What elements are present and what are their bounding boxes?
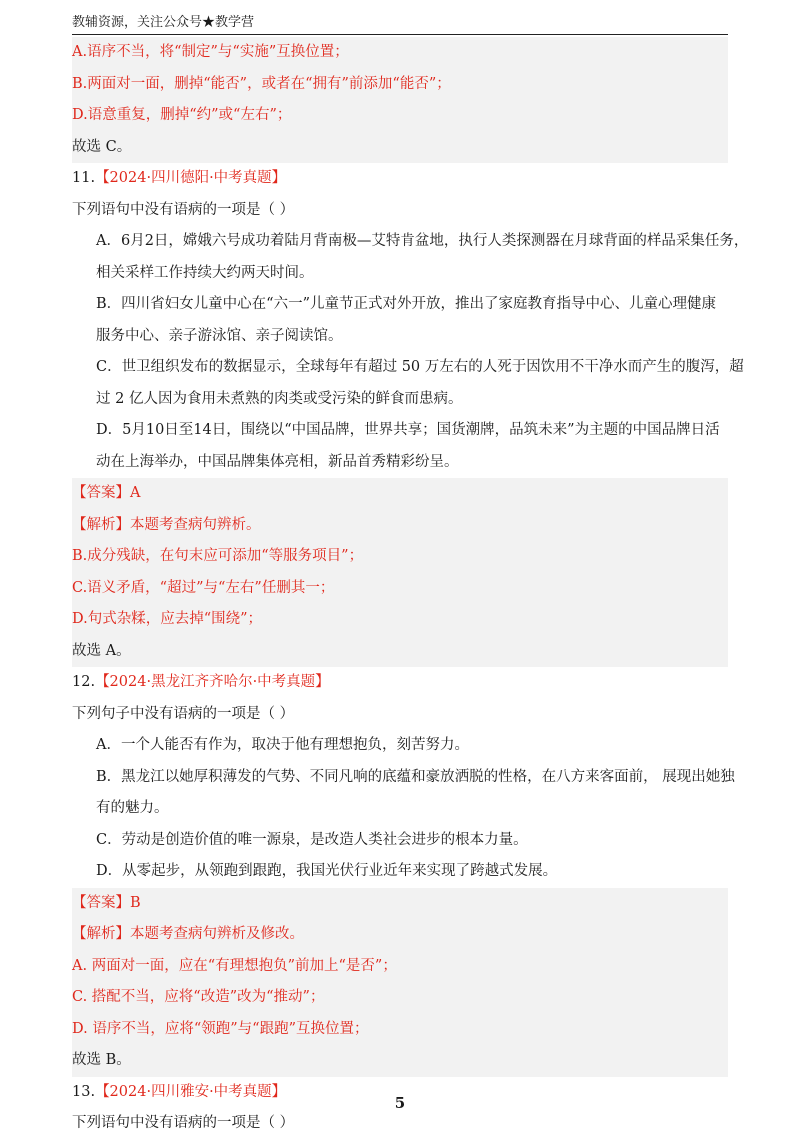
analysis-line: C.语义矛盾，“超过”与“左右”任删其一； (72, 579, 335, 596)
option-c: C．世卫组织发布的数据显示，全球每年有超过 50 万左右的人死于因饮用不干净水而产生的腹泻，超 (96, 359, 744, 375)
option-d: D．5月10日至14日，围绕以“中国品牌，世界共享；国货潮牌，品筑未来”为主题的中国品牌日活 (96, 422, 720, 438)
analysis-line: B.成分残缺，在句末应可添加“等服务项目”； (72, 548, 364, 564)
question-number: 12. (72, 674, 96, 690)
analysis-conclusion: 故选 A。 (72, 642, 131, 659)
page-content (72, 37, 749, 1140)
option-b-continued: 服务中心、亲子游泳馆、亲子阅读馆。 (96, 327, 343, 344)
question-number: 13. (72, 1083, 96, 1100)
answer-label: 【答案】A (72, 485, 141, 501)
question-12 (72, 667, 735, 888)
previous-answer-tail (72, 37, 728, 163)
question-11 (72, 163, 749, 478)
question-stem: 下列语句中没有语病的一项是（ ） (72, 1115, 295, 1131)
option-d-continued: 动在上海举办，中国品牌集体亮相，新品首秀精彩纷呈。 (96, 453, 459, 470)
analysis-line: D.句式杂糅，应去掉“围绕”； (72, 611, 263, 627)
question-source: 【2024·四川德阳·中考真题】 (95, 170, 287, 186)
answer-11 (72, 478, 728, 667)
analysis-conclusion: 故选 B。 (72, 1052, 131, 1068)
analysis-line: B.两面对一面，删掉“能否”，或者在“拥有”前添加“能否”； (72, 75, 451, 92)
option-c: C．劳动是创造价值的唯一源泉，是改造人类社会进步的根本力量。 (96, 831, 528, 848)
analysis-line: C. 搭配不当，应将“改造”改为“推动”； (72, 989, 325, 1005)
page-number: 5 (394, 1094, 406, 1112)
analysis-line: A. 两面对一面，应在“有理想抱负”前加上“是否”； (72, 957, 397, 974)
option-c-continued: 过 2 亿人因为食用未煮熟的肉类或受污染的鲜食而患病。 (96, 390, 463, 407)
question-title (72, 163, 728, 195)
option-b-continued: 有的魅力。 (96, 800, 169, 816)
question-stem: 下列句子中没有语病的一项是（ ） (72, 705, 295, 722)
analysis-line: A.语序不当，将“制定”与“实施”互换位置； (72, 44, 349, 60)
option-b: B．黑龙江以她厚积薄发的气势、不同凡响的底蕴和豪放洒脱的性格，在八方来客面前， 展现出她独 (96, 768, 735, 785)
analysis-line: D.语意重复，删掉“约”或“左右”； (72, 107, 292, 123)
option-a: A．一个人能否有作为，取决于他有理想抱负，刻苦努力。 (96, 737, 469, 753)
analysis-line: 【解析】本题考查病句辨析及修改。 (72, 926, 304, 942)
answer-label: 【答案】B (72, 894, 141, 911)
page-header: 教辅资源，关注公众号★教学营 (72, 14, 728, 35)
option-a-continued: 相关采样工作持续大约两天时间。 (96, 264, 314, 281)
question-title (72, 667, 728, 699)
question-number: 11. (72, 170, 96, 186)
option-a: A．6月2日，嫦娥六号成功着陆月背南极—艾特肯盆地，执行人类探测器在月球背面的样品采集任务， (96, 233, 749, 249)
analysis-line: 【解析】本题考查病句辨析。 (72, 516, 261, 533)
analysis-line: D. 语序不当，应将“领跑”与“跟跑”互换位置； (72, 1020, 369, 1037)
option-d: D．从零起步，从领跑到跟跑，我国光伏行业近年来实现了跨越式发展。 (96, 863, 558, 879)
answer-12 (72, 888, 728, 1077)
question-source: 【2024·四川雅安·中考真题】 (95, 1083, 287, 1100)
analysis-conclusion: 故选 C。 (72, 138, 132, 155)
question-source: 【2024·黑龙江齐齐哈尔·中考真题】 (95, 674, 330, 690)
question-stem: 下列语句中没有语病的一项是（ ） (72, 201, 295, 218)
option-b: B．四川省妇女儿童中心在“六一”儿童节正式对外开放，推出了家庭教育指导中心、儿童心理健康 (96, 296, 716, 312)
